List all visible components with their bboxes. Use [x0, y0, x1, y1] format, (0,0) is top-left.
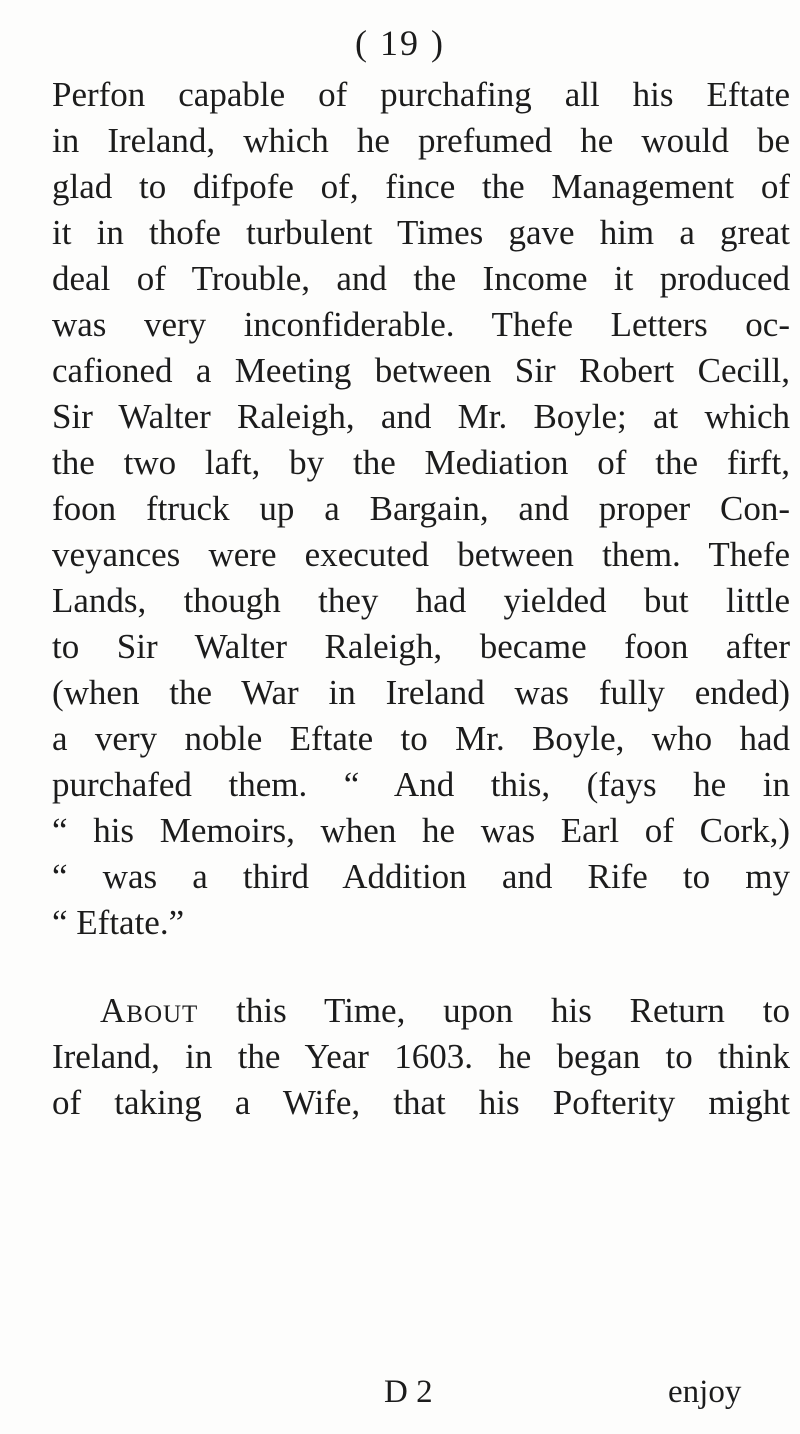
text-line: it in thofe turbulent Times gave him a great — [52, 213, 790, 252]
text-line: foon ftruck up a Bargain, and proper Con- — [52, 489, 790, 528]
text-line: (when the War in Ireland was fully ended) — [52, 673, 790, 712]
text-line: deal of Trouble, and the Income it produced — [52, 259, 790, 298]
text-line-rest: this Time, upon his Return to — [198, 991, 790, 1030]
text-line: “ his Memoirs, when he was Earl of Cork,) — [52, 811, 790, 850]
text-line — [52, 988, 790, 1034]
text-line: to Sir Walter Raleigh, became foon after — [52, 627, 790, 666]
paragraph-gap — [52, 946, 792, 988]
text-line: Perfon capable of purchafing all his Eftate — [52, 75, 790, 114]
text-line: in Ireland, which he prefumed he would be — [52, 121, 790, 160]
text-line: the two laft, by the Mediation of the firft, — [52, 443, 790, 482]
text-line: veyances were executed between them. Thefe — [52, 535, 790, 574]
paragraph-2 — [52, 988, 792, 1126]
paragraph-lead-word: About — [100, 991, 199, 1030]
page-number: ( 19 ) — [355, 23, 445, 63]
text-line: Sir Walter Raleigh, and Mr. Boyle; at which — [52, 397, 790, 436]
text-line: glad to difpofe of, fince the Management of — [52, 167, 790, 206]
text-line: was very inconfiderable. Thefe Letters oc- — [52, 305, 790, 344]
body-text — [52, 72, 792, 1126]
page-footer — [0, 1374, 800, 1420]
text-line: cafioned a Meeting between Sir Robert Cecill, — [52, 351, 790, 390]
text-line: “ Eftate.” — [52, 903, 185, 942]
text-line: “ was a third Addition and Rife to my — [52, 857, 790, 896]
text-line: purchafed them. “ And this, (fays he in — [52, 765, 790, 804]
text-line: of taking a Wife, that his Pofterity might — [52, 1083, 790, 1122]
text-line: a very noble Eftate to Mr. Boyle, who had — [52, 719, 790, 758]
signature-mark: D 2 — [384, 1374, 433, 1410]
text-line: Lands, though they had yielded but little — [52, 581, 790, 620]
catchword: enjoy — [668, 1374, 742, 1410]
text-line: Ireland, in the Year 1603. he began to think — [52, 1037, 790, 1076]
paragraph-1 — [52, 72, 792, 946]
